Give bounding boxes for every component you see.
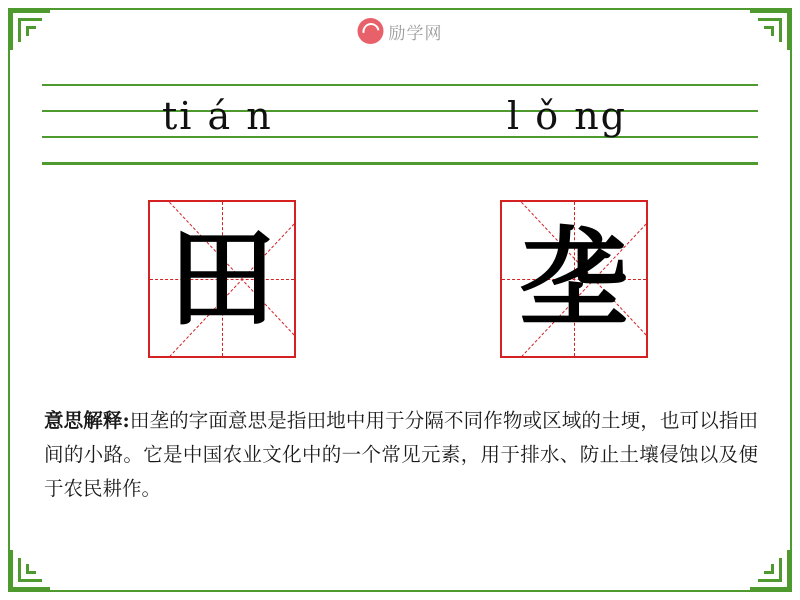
site-logo (358, 18, 443, 44)
frame-right-border (790, 8, 792, 592)
frame-left-border (8, 8, 10, 592)
staff-line-4 (42, 162, 758, 165)
character-second: 垄 (519, 216, 628, 342)
frame-bottom-border (8, 590, 792, 592)
corner-ornament-top-right (750, 10, 790, 50)
character-box-second (500, 200, 648, 358)
explanation-label: 意思解释: (44, 409, 130, 432)
character-box-first (148, 200, 296, 358)
explanation-block (44, 404, 758, 506)
staff-line-3 (42, 136, 758, 138)
explanation-body: 田垄的字面意思是指田地中用于分隔不同作物或区域的土埂，也可以指田间的小路。它是中国农业文化中的一个常见元素，用于排水、防止土壤侵蚀以及便于农民耕作。 (44, 409, 758, 500)
pinyin-second: l ǒ ng (507, 94, 627, 138)
pinyin-staff (42, 84, 758, 166)
swirl-logo-icon (358, 18, 384, 44)
staff-line-2 (42, 110, 758, 112)
corner-ornament-bottom-right (750, 550, 790, 590)
frame-top-border (8, 8, 792, 10)
corner-ornament-bottom-left (10, 550, 50, 590)
corner-ornament-top-left (10, 10, 50, 50)
site-logo-text: 励学网 (388, 23, 443, 44)
staff-line-1 (42, 84, 758, 86)
pinyin-first: ti á n (162, 94, 273, 138)
character-first: 田 (167, 216, 276, 342)
